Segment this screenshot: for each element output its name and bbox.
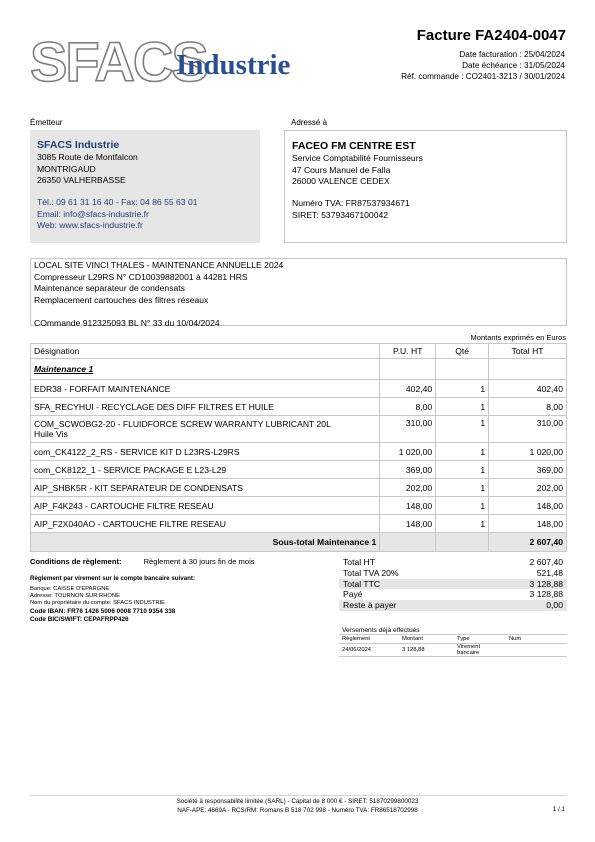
emitter-web[interactable]: Web: www.sfacs-industrie.fr [37,220,143,231]
total-tva-row: Total TVA 20% 521,48 [343,567,563,578]
table-row: EDR38 - FORFAIT MAINTENANCE 402,40 1 402,40 [31,380,567,398]
invoice-title: Facture FA2404-0047 [416,27,566,44]
amounts-currency-note: Montants exprimés en Euros [470,333,566,342]
items-table [30,343,567,552]
table-row: SFA_RECYHUI - RECYCLAGE DES DIFF FILTRES ET HUILE 8,00 1 8,00 [31,398,567,416]
recipient-box [284,130,567,243]
recipient-name: FACEO FM CENTRE EST [292,140,416,152]
payments-title: Versements déjà effectués [342,627,420,634]
logo-subword: Industrie [176,49,291,81]
col-quantity: Qté [436,344,489,359]
table-row: com_CK4122_2_RS - SERVICE KIT D L23RS-L29RS 1 020,00 1 1 020,00 [31,443,567,461]
due-date: Date échéance : 31/05/2024 [462,61,565,70]
section-title: Maintenance 1 [31,359,380,380]
totals-block [339,557,567,611]
col-designation: Désignation [31,344,380,359]
paid-row: Payé 3 128,88 [343,589,563,600]
table-header [31,344,567,359]
order-reference: Réf. commande : CO2401-3213 / 30/01/2024 [401,72,565,81]
recipient-ids [292,198,410,221]
logo-word: SFACS [30,30,207,93]
footer-divider [30,795,567,796]
footer [0,797,595,815]
conditions-label: Conditions de règlement: [30,557,122,566]
table-row: AIP_SHBK5R - KIT SEPARATEUR DE CONDENSATS 202,00 1 202,00 [31,479,567,497]
emitter-contacts [37,197,198,232]
table-row: AIP_F4K243 - CARTOUCHE FILTRE RESEAU 148,00 1 148,00 [31,497,567,515]
total-ttc-row: Total TTC 3 128,88 [339,579,567,590]
emitter-name: SFACS Industrie [37,139,120,151]
transfer-label: Règlement par virement sur le compte bancaire suivant: [30,575,196,582]
subtotal-value: 2 607,40 [489,533,567,552]
invoice-date: Date facturation : 25/04/2024 [459,50,565,59]
payment-conditions [30,557,255,624]
table-row: AIP_F2X040AO - CARTOUCHE FILTRE RESEAU 148,00 1 148,00 [31,515,567,533]
recipient-address: Service Comptabilité Fournisseurs 47 Cours Manuel de Falla 26000 VALENCE CEDEX [292,153,423,187]
remaining-row: Reste à payer 0,00 [339,600,567,611]
table-row: 24/06/2024 3 128,88 Virement bancaire [339,643,567,656]
recipient-label: Adressé à [291,118,328,127]
page-number: 1 / 1 [552,806,565,813]
recipient-tva: Numéro TVA: FR87537934671 [292,198,410,208]
invoice-notes: LOCAL SITE VINCI THALES - MAINTENANCE ANNUELLE 2024 Compresseur L29RS N° CD10039882001 à 44281 HRS Maintenance separateur de condensats Remplacement cartouches des filtres réseaux COmmande 912325093 BL N° 33 du 10/04/2024 [30,258,567,326]
recipient-siret: SIRET: 53793467100042 [292,209,389,220]
footer-line-1: Société à responsabilité limitée (SARL) - Capital de 8 000 € - SIRET: 51870299800023 [176,798,419,805]
emitter-phone: Tél.: 09 61 31 16 40 - Fax: 04 86 55 63 01 [37,197,198,207]
col-total: Total HT [489,344,567,359]
emitter-label: Émetteur [30,118,63,127]
subtotal-row [31,533,567,552]
iban: Code IBAN: FR76 1426 5006 0008 7710 9354 338 [30,607,176,615]
section-row [31,359,567,380]
conditions-value: Règlement à 30 jours fin de mois [143,557,255,566]
emitter-box [30,130,260,243]
table-row: COM_SCWOBG2-20 - FLUIDFORCE SCREW WARRANTY LUBRICANT 20L Huile Vis 310,00 1 310,00 [31,416,567,443]
subtotal-label: Sous-total Maintenance 1 [31,533,380,552]
company-logo [30,30,291,93]
total-ht-row: Total HT 2 607,40 [343,557,563,567]
invoice-meta [401,49,565,82]
bank-details: Banque: CAISSE D'EPARGNE Adresse: TOURNON SUR RHONE Nom du propriétaire du compte: SFACS INDUSTRIE [30,586,165,607]
payments-table [339,634,567,657]
footer-line-2: NAF-APE: 4669A - RCS/RM: Romans B 518 702 998 - Numéro TVA: FR86518702998 [177,807,418,814]
payments-header: Règlement Montant Type Num [339,635,567,644]
col-unit-price: P.U. HT [380,344,436,359]
emitter-address: 3085 Route de Montfalcon MONTRIGAUD 26350 VALHERBASSE [37,152,138,186]
emitter-email[interactable]: Email: info@sfacs-industrie.fr [37,208,149,219]
bic: Code BIC/SWIFT: CEPAFRPP426 [30,615,129,623]
table-row: com_CK8122_1 - SERVICE PACKAGE E L23-L29 369,00 1 369,00 [31,461,567,479]
